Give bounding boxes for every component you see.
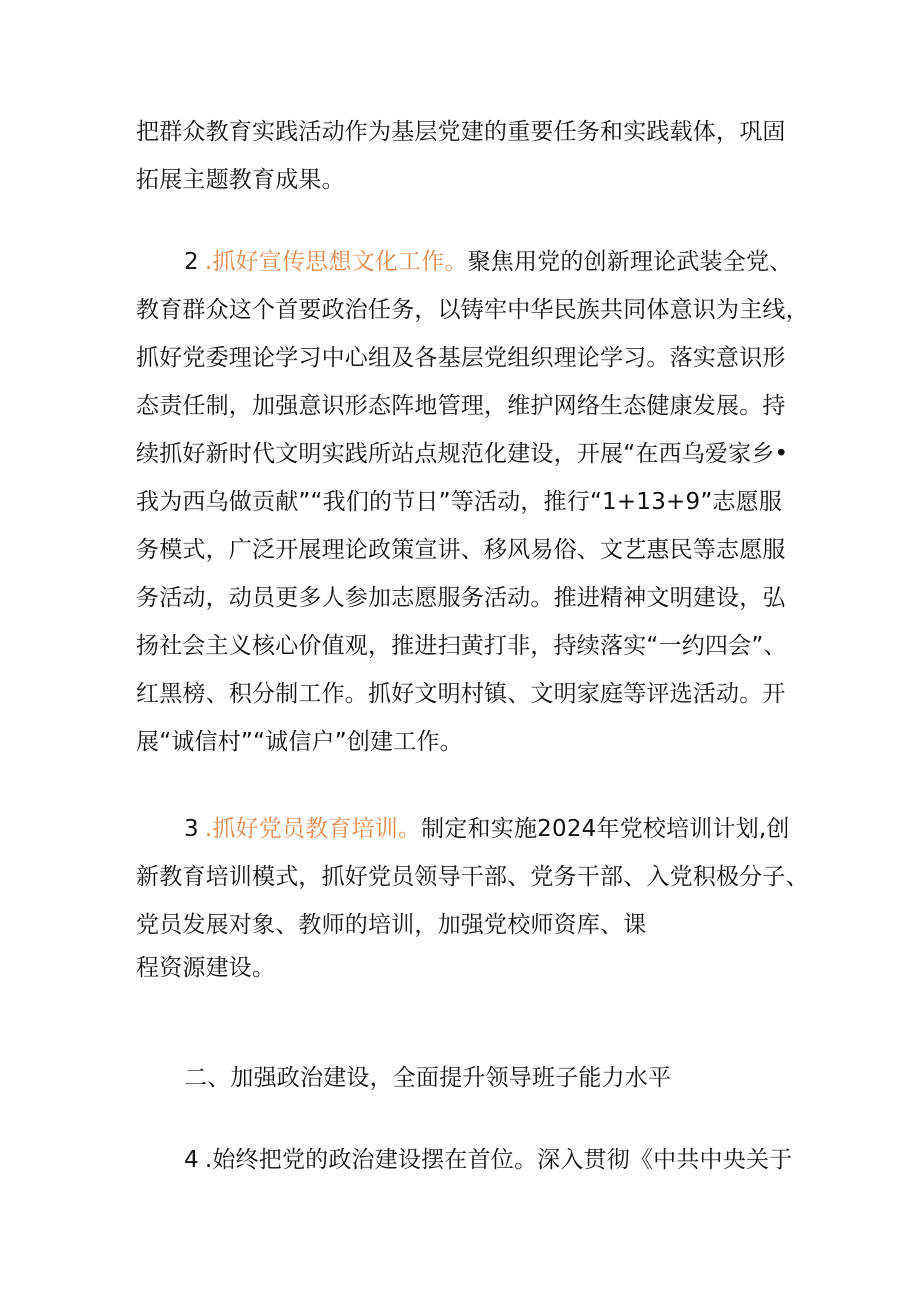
text-line: 红黑榜、积分制工作。抓好文明村镇、文明家庭等评选活动。开 xyxy=(136,681,786,707)
text-line: 展“诚信村”“诚信户”创建工作。 xyxy=(136,729,463,755)
paragraph-first-line xyxy=(136,805,816,853)
paragraph-item-4 xyxy=(136,1136,816,1184)
text-line: 党员发展对象、教师的培训，加强党校师资库、课 xyxy=(136,912,647,938)
paragraph-item-3 xyxy=(136,805,816,949)
text-line: 教育群众这个首要政治任务，以铸牢中华民族共同体意识为主线， xyxy=(136,297,809,323)
text-line: 把群众教育实践活动作为基层党建的重要任务和实践载体，巩固 xyxy=(136,119,786,145)
text-line: 我为西乌做贡献”“我们的节日”等活动，推行“1+13+9”志愿服 xyxy=(136,489,783,515)
paragraph-continuation xyxy=(136,108,816,204)
text-line: 抓好党委理论学习中心组及各基层党组织理论学习。落实意识形 xyxy=(136,345,786,371)
section-heading xyxy=(136,1054,864,1102)
item-heading: .抓好党员教育培训。 xyxy=(204,816,422,842)
item-number: 4 xyxy=(184,1147,199,1173)
item-heading: .抓好宣传思想文化工作。 xyxy=(204,249,468,275)
item-number: 3 xyxy=(184,816,199,842)
text-line: 态责任制，加强意识形态阵地管理，维护网络生态健康发展。持 xyxy=(136,393,786,419)
paragraph-first-line xyxy=(136,1136,816,1184)
paragraph-first-line xyxy=(136,238,816,286)
text-line: 务模式，广泛开展理论政策宣讲、移风易俗、文艺惠民等志愿服 xyxy=(136,537,786,563)
text-line: 新教育培训模式，抓好党员领导干部、党务干部、入党积极分子、 xyxy=(136,864,809,890)
text-line: 续抓好新时代文明实践所站点规范化建设，开展“在西乌爱家乡• xyxy=(136,441,789,467)
item-text: .始终把党的政治建设摆在首位。深入贯彻《中共中央关于 xyxy=(204,1147,793,1173)
item-text: 制定和实施2024年党校培训计划,创 xyxy=(421,816,790,842)
text-line: 扬社会主义核心价值观，推进扫黄打非，持续落实“一约四会”、 xyxy=(136,633,787,659)
paragraph-item-2 xyxy=(136,238,816,766)
text-line: 程资源建设。 xyxy=(136,955,276,981)
item-number: 2 xyxy=(184,249,199,275)
section-heading-text: 二、加强政治建设，全面提升领导班子能力水平 xyxy=(184,1065,672,1091)
text-line: 务活动，动员更多人参加志愿服务活动。推进精神文明建设，弘 xyxy=(136,585,786,611)
item-text: 聚焦用党的创新理论武装全党、 xyxy=(467,249,793,275)
paragraph-continuation xyxy=(136,944,816,992)
text-line: 拓展主题教育成果。 xyxy=(136,167,345,193)
